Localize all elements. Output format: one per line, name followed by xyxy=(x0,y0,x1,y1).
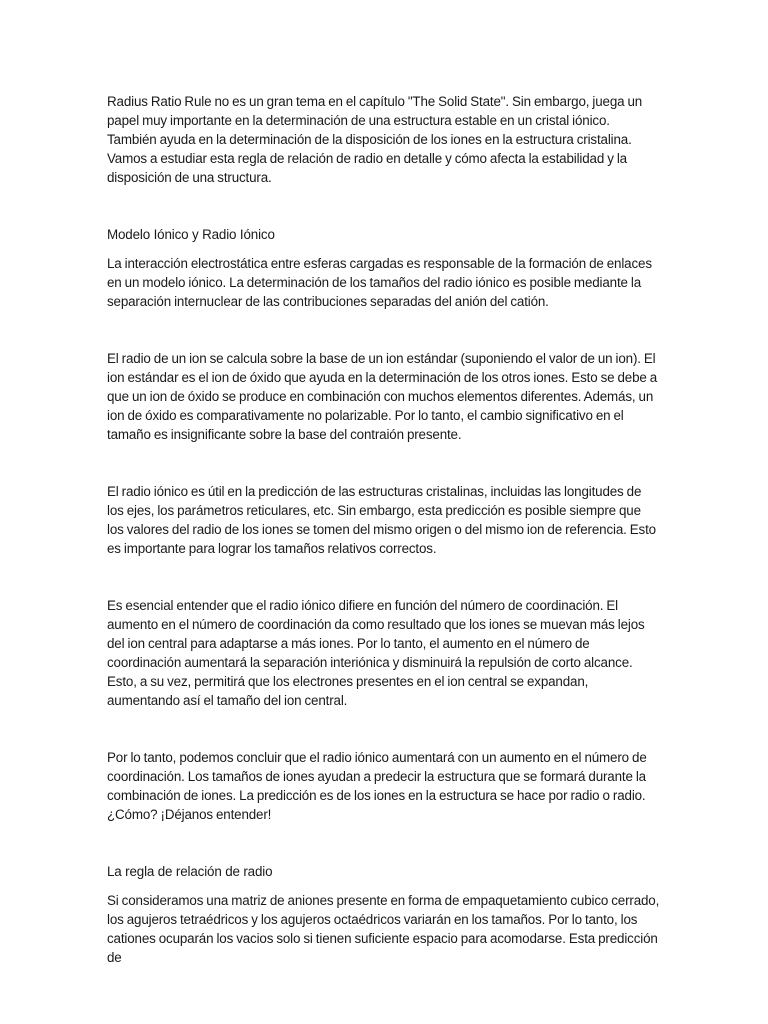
section-heading-radius-ratio-rule: La regla de relación de radio xyxy=(107,864,273,879)
intro-paragraph: Radius Ratio Rule no es un gran tema en el capítulo "The Solid State". Sin embargo, juega un papel muy importante en la determinación de una estructura estable en un cristal iónico. También ayuda en la determinación de la disposición de los iones en la estructura cristalina. Vamos a estudiar esta regla de relación de radio en detalle y cómo afecta la estabilidad y la disposición de una structura. xyxy=(107,94,643,185)
paragraph-crystal-prediction: El radio iónico es útil en la predicción de las estructuras cristalinas, incluidas las longitudes de los ejes, los parámetros reticulares, etc. Sin embargo, esta predicción es posible siempre que los valores del radio de los iones se tomen del mismo origen o del mismo ion de referencia. Esto es importante para lograr los tamaños relativos correctos. xyxy=(107,484,656,556)
paragraph-standard-ion: El radio de un ion se calcula sobre la base de un ion estándar (suponiendo el valor de un ion). El ion estándar es el ion de óxido que ayuda en la determinación de los otros iones. Esto se debe a que un ion de óxido se produce en combinación con muchos elementos diferentes. Además, un ion de óxido es comparativamente no polarizable. Por lo tanto, el cambio significativo en el tamaño es insignificante sobre la base del contraión presente. xyxy=(107,351,658,442)
paragraph-conclusion: Por lo tanto, podemos concluir que el radio iónico aumentará con un aumento en el número de coordinación. Los tamaños de iones ayudan a predecir la estructura que se formará durante la combinación de iones. La predicción es de los iones en la estructura se hace por radio o radio. ¿Cómo? ¡Déjanos entender! xyxy=(107,750,647,822)
paragraph-electrostatic-interaction: La interacción electrostática entre esferas cargadas es responsable de la formación de enlaces en un modelo iónico. La determinación de los tamaños del radio iónico es posible mediante la separación internuclear de las contribuciones separadas del anión del catión. xyxy=(107,256,652,309)
section-heading-ionic-model: Modelo Iónico y Radio Iónico xyxy=(107,227,275,242)
paragraph-coordination-number: Es esencial entender que el radio iónico difiere en función del número de coordinación. El aumento en el número de coordinación da como resultado que los iones se muevan más lejos del ion central para adaptarse a más iones. Por lo tanto, el aumento en el número de coordinación aumentará la separación interiónica y disminuirá la repulsión de corto alcance. Esto, a su vez, permitirá que los electrones presentes en el ion central se expandan, aumentando así el tamaño del ion central. xyxy=(107,598,645,708)
paragraph-anion-matrix: Si consideramos una matriz de aniones presente en forma de empaquetamiento cubico cerrado, los agujeros tetraédricos y los agujeros octaédricos variarán en los tamaños. Por lo tanto, los cationes ocuparán los vacios solo si tienen suficiente espacio para acomodarse. Esta predicción de xyxy=(107,893,660,965)
